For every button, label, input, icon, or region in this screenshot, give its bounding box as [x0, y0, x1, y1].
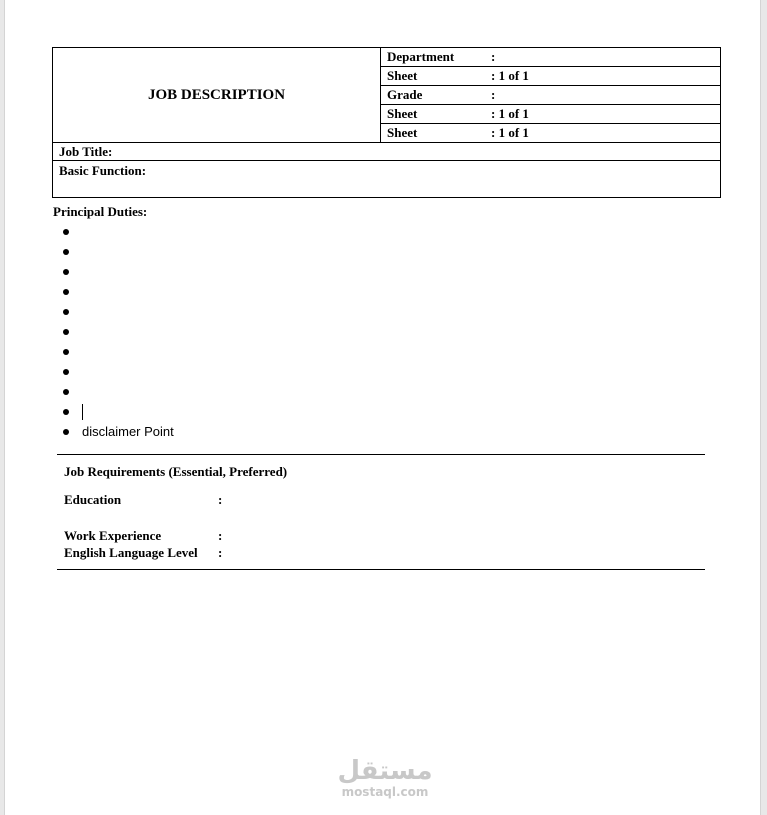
- list-item[interactable]: [63, 322, 174, 342]
- requirement-work-experience[interactable]: Work Experience :: [64, 528, 223, 543]
- bullet-icon: [63, 329, 69, 335]
- bullet-icon: [63, 249, 69, 255]
- list-item[interactable]: [63, 402, 174, 422]
- header-field-department[interactable]: Department :: [381, 48, 721, 67]
- list-item[interactable]: [63, 302, 174, 322]
- header-table: [52, 47, 721, 198]
- requirement-english-level[interactable]: English Language Level :: [64, 545, 223, 560]
- header-field-sheet[interactable]: Sheet : 1 of 1: [381, 67, 721, 86]
- bullet-icon: [63, 369, 69, 375]
- list-item[interactable]: [63, 282, 174, 302]
- bullet-icon: [63, 289, 69, 295]
- text-cursor: [82, 404, 83, 420]
- header-field-sheet[interactable]: Sheet : 1 of 1: [381, 105, 721, 124]
- bullet-icon: [63, 309, 69, 315]
- header-field-sheet[interactable]: Sheet : 1 of 1: [381, 124, 721, 143]
- bullet-icon: [63, 389, 69, 395]
- job-requirements-section: [57, 454, 705, 570]
- bullet-icon: [63, 349, 69, 355]
- document-title: JOB DESCRIPTION: [53, 48, 381, 143]
- bullet-icon: [63, 409, 69, 415]
- principal-duties-list: [63, 222, 174, 442]
- list-item[interactable]: disclaimer Point: [63, 422, 174, 442]
- job-requirements-heading: Job Requirements (Essential, Preferred): [64, 464, 288, 479]
- list-item[interactable]: [63, 262, 174, 282]
- list-item[interactable]: [63, 342, 174, 362]
- principal-duties-heading: Principal Duties:: [53, 204, 148, 219]
- list-item[interactable]: [63, 362, 174, 382]
- document-page: [4, 0, 761, 815]
- bullet-icon: [63, 429, 69, 435]
- mostaql-watermark: مستقل mostaql.com: [337, 756, 433, 799]
- basic-function-field[interactable]: Basic Function:: [53, 161, 721, 198]
- bullet-icon: [63, 229, 69, 235]
- list-item[interactable]: [63, 382, 174, 402]
- header-field-grade[interactable]: Grade :: [381, 86, 721, 105]
- list-item[interactable]: [63, 242, 174, 262]
- requirement-education[interactable]: Education :: [64, 492, 223, 507]
- list-item[interactable]: [63, 222, 174, 242]
- job-title-field[interactable]: Job Title:: [53, 143, 721, 161]
- bullet-icon: [63, 269, 69, 275]
